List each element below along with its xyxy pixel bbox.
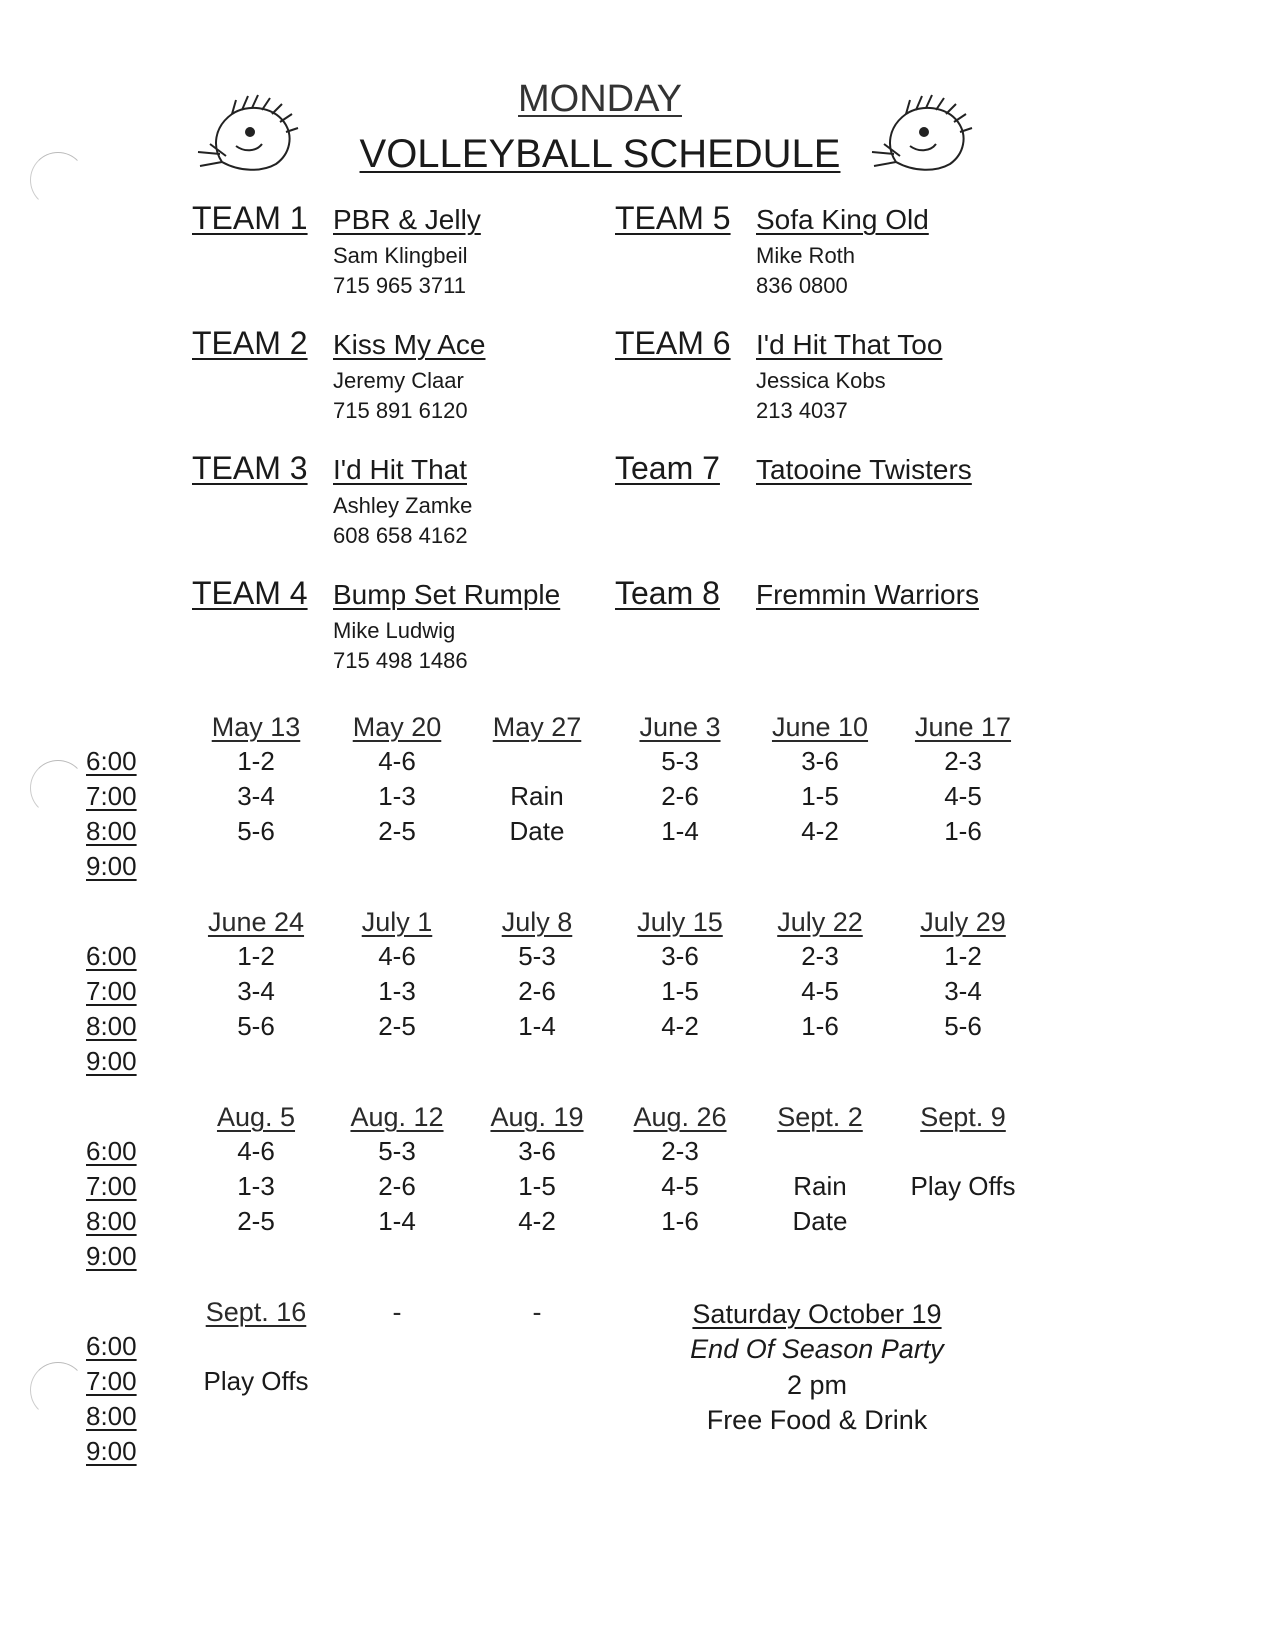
matchup-cell: 1-6 xyxy=(801,1011,839,1041)
time-slot: 8:00 xyxy=(86,1011,137,1041)
team-captain: Mike Roth xyxy=(756,243,856,268)
team-name: I'd Hit That Too xyxy=(756,329,943,360)
schedule-date: June 17 xyxy=(914,712,1012,742)
party-subtitle: End Of Season Party xyxy=(690,1334,944,1364)
team-name: Sofa King Old xyxy=(756,204,929,235)
warthog-mascot-icon xyxy=(866,92,978,176)
team-captain: Sam Klingbeil xyxy=(333,243,468,268)
team-label: TEAM 4 xyxy=(192,575,308,611)
schedule-date: June 24 xyxy=(207,907,305,937)
team-name: PBR & Jelly xyxy=(333,204,481,235)
time-slot: 9:00 xyxy=(86,1046,137,1076)
matchup-cell: 4-2 xyxy=(518,1206,556,1236)
time-slot: 8:00 xyxy=(86,1401,137,1431)
matchup-cell: 1-6 xyxy=(944,816,982,846)
team-phone: 836 0800 xyxy=(756,273,848,298)
punch-hole xyxy=(30,760,86,816)
matchup-cell: 2-5 xyxy=(378,816,416,846)
matchup-cell: 2-6 xyxy=(378,1171,416,1201)
matchup-cell: 3-4 xyxy=(237,781,275,811)
matchup-cell: 1-4 xyxy=(518,1011,556,1041)
matchup-cell: Play Offs xyxy=(203,1366,309,1396)
matchup-cell: 4-5 xyxy=(661,1171,699,1201)
matchup-cell: 5-3 xyxy=(518,941,556,971)
time-slot: 7:00 xyxy=(86,781,137,811)
team-phone: 715 965 3711 xyxy=(333,273,466,298)
time-slot: 7:00 xyxy=(86,976,137,1006)
matchup-cell: Rain xyxy=(793,1171,847,1201)
matchup-cell: 1-4 xyxy=(378,1206,416,1236)
punch-hole xyxy=(30,1362,86,1418)
matchup-cell: Rain xyxy=(510,781,564,811)
team-label: TEAM 1 xyxy=(192,200,308,236)
warthog-mascot-icon xyxy=(192,92,304,176)
matchup-cell: 4-2 xyxy=(801,816,839,846)
matchup-cell: 3-6 xyxy=(661,941,699,971)
matchup-cell: 1-2 xyxy=(237,746,275,776)
team-label: TEAM 3 xyxy=(192,450,308,486)
team-label: TEAM 2 xyxy=(192,325,308,361)
page-title-day: MONDAY xyxy=(518,78,682,120)
matchup-cell: 3-6 xyxy=(518,1136,556,1166)
time-slot: 9:00 xyxy=(86,1436,137,1466)
matchup-cell: 2-5 xyxy=(237,1206,275,1236)
matchup-cell: 2-3 xyxy=(944,746,982,776)
matchup-cell: 1-5 xyxy=(518,1171,556,1201)
matchup-cell: 1-6 xyxy=(661,1206,699,1236)
schedule-date: June 10 xyxy=(771,712,869,742)
matchup-cell: 3-6 xyxy=(801,746,839,776)
team-label: TEAM 5 xyxy=(615,200,731,236)
matchup-cell: 5-6 xyxy=(237,816,275,846)
time-slot: 9:00 xyxy=(86,1241,137,1271)
matchup-cell: 3-4 xyxy=(237,976,275,1006)
matchup-cell: 1-5 xyxy=(801,781,839,811)
team-name: Tatooine Twisters xyxy=(756,454,972,485)
team-phone: 213 4037 xyxy=(756,398,848,423)
team-name: I'd Hit That xyxy=(333,454,467,485)
party-title: Saturday October 19 xyxy=(692,1299,942,1329)
page-title: VOLLEYBALL SCHEDULE xyxy=(359,132,841,176)
schedule-date: Sept. 9 xyxy=(920,1102,1006,1132)
time-slot: 6:00 xyxy=(86,941,137,971)
matchup-cell: 4-6 xyxy=(378,941,416,971)
matchup-cell: 2-6 xyxy=(661,781,699,811)
time-slot: 8:00 xyxy=(86,816,137,846)
team-phone: 715 891 6120 xyxy=(333,398,468,423)
matchup-cell: 2-6 xyxy=(518,976,556,1006)
matchup-cell: 5-6 xyxy=(237,1011,275,1041)
team-captain: Mike Ludwig xyxy=(333,618,456,643)
schedule-date: Aug. 5 xyxy=(216,1102,296,1132)
team-label: TEAM 6 xyxy=(615,325,731,361)
time-slot: 9:00 xyxy=(86,851,137,881)
team-label: Team 8 xyxy=(615,575,720,611)
matchup-cell: 2-3 xyxy=(661,1136,699,1166)
matchup-cell: 4-5 xyxy=(944,781,982,811)
matchup-cell: 1-4 xyxy=(661,816,699,846)
matchup-cell: 1-5 xyxy=(661,976,699,1006)
team-captain: Ashley Zamke xyxy=(333,493,473,518)
matchup-cell: 5-3 xyxy=(378,1136,416,1166)
team-captain: Jeremy Claar xyxy=(333,368,464,393)
matchup-cell: Date xyxy=(509,816,565,846)
time-slot: 6:00 xyxy=(86,1331,137,1361)
matchup-cell: 5-6 xyxy=(944,1011,982,1041)
matchup-cell: 1-3 xyxy=(378,976,416,1006)
matchup-cell: 5-3 xyxy=(661,746,699,776)
schedule-date: July 8 xyxy=(501,907,573,937)
schedule-date: July 15 xyxy=(637,907,723,937)
schedule-date: July 29 xyxy=(920,907,1006,937)
schedule-date: July 22 xyxy=(777,907,863,937)
schedule-date: Aug. 19 xyxy=(490,1102,584,1132)
time-slot: 7:00 xyxy=(86,1366,137,1396)
schedule-date: Aug. 12 xyxy=(350,1102,444,1132)
time-slot: 6:00 xyxy=(86,1136,137,1166)
matchup-cell: 3-4 xyxy=(944,976,982,1006)
matchup-cell: 1-3 xyxy=(237,1171,275,1201)
matchup-cell: 1-2 xyxy=(237,941,275,971)
schedule-date: - xyxy=(532,1297,542,1327)
party-time: 2 pm xyxy=(786,1370,848,1400)
matchup-cell: 4-2 xyxy=(661,1011,699,1041)
matchup-cell: Date xyxy=(792,1206,848,1236)
team-name: Kiss My Ace xyxy=(333,329,486,360)
schedule-date: May 27 xyxy=(492,712,582,742)
time-slot: 6:00 xyxy=(86,746,137,776)
team-phone: 608 658 4162 xyxy=(333,523,468,548)
schedule-date: May 20 xyxy=(352,712,442,742)
schedule-date: June 3 xyxy=(639,712,721,742)
time-slot: 8:00 xyxy=(86,1206,137,1236)
team-name: Bump Set Rumple xyxy=(333,579,561,610)
team-phone: 715 498 1486 xyxy=(333,648,468,673)
schedule-date: July 1 xyxy=(361,907,433,937)
matchup-cell: 1-2 xyxy=(944,941,982,971)
matchup-cell: 4-6 xyxy=(378,746,416,776)
matchup-cell: 1-3 xyxy=(378,781,416,811)
schedule-date: - xyxy=(392,1297,402,1327)
party-note: Free Food & Drink xyxy=(706,1405,928,1435)
matchup-cell: 4-6 xyxy=(237,1136,275,1166)
schedule-date: May 13 xyxy=(211,712,301,742)
team-label: Team 7 xyxy=(615,450,720,486)
matchup-cell: Play Offs xyxy=(910,1171,1016,1201)
schedule-date: Aug. 26 xyxy=(633,1102,727,1132)
matchup-cell: 2-3 xyxy=(801,941,839,971)
team-captain: Jessica Kobs xyxy=(756,368,886,393)
team-name: Fremmin Warriors xyxy=(756,579,979,610)
schedule-date: Sept. 2 xyxy=(777,1102,863,1132)
matchup-cell: 4-5 xyxy=(801,976,839,1006)
time-slot: 7:00 xyxy=(86,1171,137,1201)
matchup-cell: 2-5 xyxy=(378,1011,416,1041)
schedule-date: Sept. 16 xyxy=(205,1297,307,1327)
